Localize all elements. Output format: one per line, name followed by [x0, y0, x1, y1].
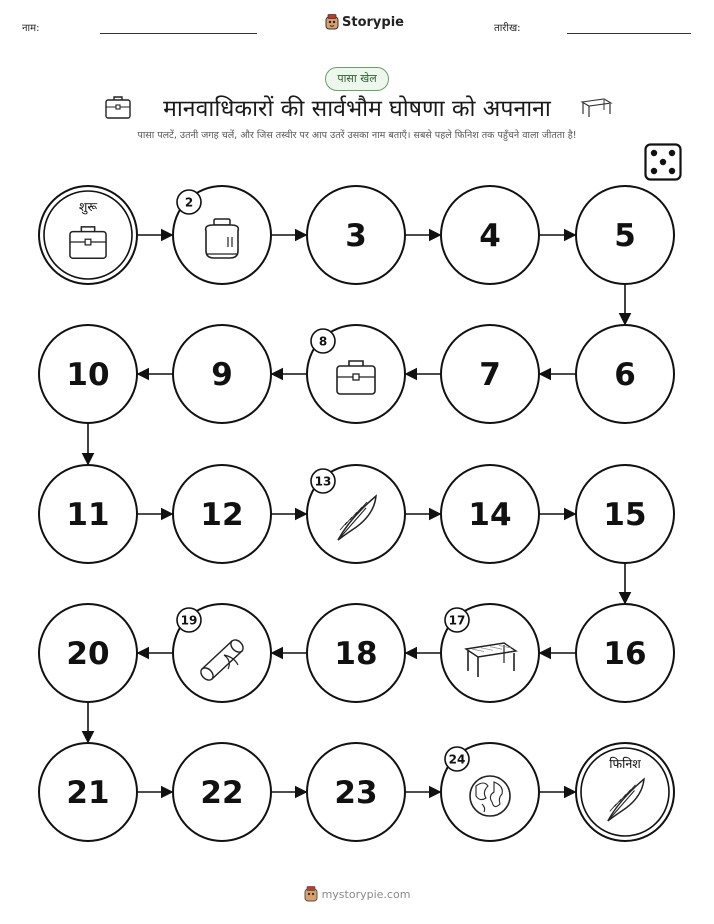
game-type-badge: पासा खेल	[325, 67, 389, 91]
board-space[interactable]	[441, 465, 539, 563]
board-space[interactable]	[307, 743, 405, 841]
mascot-icon	[304, 886, 318, 902]
brand-name: Storypie	[342, 14, 404, 30]
space-number: 23	[334, 775, 378, 811]
space-number: 15	[603, 497, 647, 533]
footer-url[interactable]: mystorypie.com	[321, 887, 411, 901]
board-space[interactable]	[441, 604, 539, 702]
inkpot-icon	[206, 219, 239, 258]
space-number: 13	[314, 474, 332, 489]
finish-space[interactable]	[576, 743, 674, 841]
globe-icon	[470, 776, 510, 816]
board-space[interactable]	[307, 325, 405, 423]
board-space[interactable]	[173, 465, 271, 563]
page-title: मानवाधिकारों की सार्वभौम घोषणा को अपनाना	[163, 96, 551, 122]
space-number: 18	[334, 636, 378, 672]
board-space[interactable]	[441, 186, 539, 284]
board-space[interactable]	[39, 465, 137, 563]
date-label: तारीख:	[494, 23, 521, 34]
start-label: शुरू	[78, 199, 98, 214]
board-space[interactable]	[39, 325, 137, 423]
space-number: 17	[448, 613, 466, 628]
board-space[interactable]	[576, 604, 674, 702]
board-space[interactable]	[441, 325, 539, 423]
space-number: 20	[66, 636, 110, 672]
space-number: 24	[448, 752, 466, 767]
space-number: 6	[614, 357, 636, 393]
board-space[interactable]	[307, 186, 405, 284]
space-number: 14	[468, 497, 512, 533]
name-label: नाम:	[22, 23, 40, 34]
space-number: 9	[211, 357, 233, 393]
board-space[interactable]	[576, 325, 674, 423]
space-number: 22	[200, 775, 244, 811]
start-space[interactable]	[39, 186, 137, 284]
board-space[interactable]	[441, 743, 539, 841]
space-number: 10	[66, 357, 110, 393]
space-number: 11	[66, 497, 110, 533]
space-number: 16	[603, 636, 647, 672]
board-space[interactable]	[307, 604, 405, 702]
board-space[interactable]	[576, 465, 674, 563]
space-number: 4	[479, 218, 501, 254]
board-space[interactable]	[307, 465, 405, 563]
board-space[interactable]	[39, 743, 137, 841]
space-number: 2	[184, 195, 194, 210]
board-space[interactable]	[173, 743, 271, 841]
space-number: 7	[479, 357, 501, 393]
briefcase-icon	[337, 361, 375, 394]
space-number: 5	[614, 218, 636, 254]
space-number: 8	[318, 334, 328, 349]
footer	[0, 886, 714, 902]
board-space[interactable]	[39, 604, 137, 702]
board-space[interactable]	[173, 604, 271, 702]
briefcase-icon	[70, 227, 106, 258]
board-space[interactable]	[173, 186, 271, 284]
space-number: 21	[66, 775, 110, 811]
board-space[interactable]	[576, 186, 674, 284]
space-number: 3	[345, 218, 367, 254]
instructions: पासा पलटें, उतनी जगह चलें, और जिस तस्वीर पर आप उतरें उसका नाम बताएँ। सबसे पहले फिनिश तक पहुँचने वाला जीतता है!	[137, 130, 577, 141]
board-space[interactable]	[173, 325, 271, 423]
space-number: 12	[200, 497, 244, 533]
space-number: 19	[180, 613, 198, 628]
finish-label: फिनिश	[609, 756, 641, 771]
